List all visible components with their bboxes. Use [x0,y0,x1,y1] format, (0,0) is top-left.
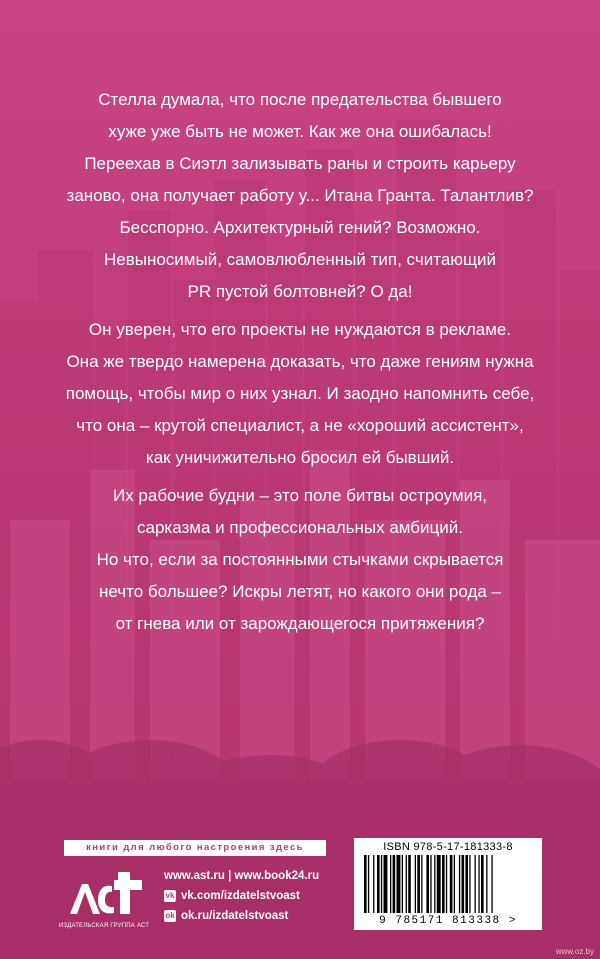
blurb-line: помощь, чтобы мир о них узнал. И заодно напомнить себе, [65,384,535,403]
blurb-line: сарказма и профессиональных амбиций. [137,518,463,537]
ast-logo-icon [64,862,152,926]
blurb-line: PR пустой болтовней? О да! [187,282,413,301]
blurb-paragraph-2 [40,314,560,474]
barcode-bar [491,855,492,913]
barcode-bar [393,855,396,913]
barcode-bar [442,855,445,913]
isbn-barcode-box [354,838,542,930]
blurb-paragraph-3 [40,480,560,640]
barcode-bar [408,855,411,913]
blurb-line: от гнева или от зарождающегося притяжения? [115,614,485,633]
barcode-bar [421,855,422,913]
blurb-line: Он уверен, что его проекты не нуждаются в рекламе. [88,320,512,339]
barcode-bar [437,855,441,913]
barcode-bar [465,855,468,913]
ok-icon: ok [165,911,175,920]
blurb-line: как уничижительно бросил ей бывший. [145,448,455,467]
barcode-bar [478,855,479,913]
barcode-bar [430,855,431,913]
blurb-line: Бесспорно. Архитектурный гений? Возможно. [119,218,481,237]
barcode-bar [462,855,465,913]
barcode-digits: 9 785171 813338 > [379,915,517,927]
barcode-bar [417,855,420,913]
websites-link[interactable]: www.ast.ru | www.book24.ru [164,870,320,882]
barcode-icon [362,855,534,915]
barcode-bar [475,855,476,913]
barcode-bar [450,855,453,913]
blurb-line: Она же твердо намерена доказать, что даже гениям нужна [66,352,534,371]
barcode-bar [426,855,429,913]
vk-link[interactable]: vk.com/izdatelstvoast [181,890,300,902]
barcode-bar [446,855,447,913]
blurb-paragraph-1 [40,84,560,308]
barcode-bar [368,855,369,913]
barcode-bar [384,855,388,913]
isbn-label: ISBN 978-5-17-181333-8 [383,841,513,853]
publisher-tagline: книги для любого настроения здесь [64,840,326,856]
watermark: www.oz.by [555,947,594,956]
blurb-line: нечто большее? Искры летят, но какого они рода – [99,582,501,601]
blurb-line: Но что, если за постоянными стычками скрывается [96,550,504,569]
publisher-caption: ИЗДАТЕЛЬСКАЯ ГРУППА АСТ [58,923,150,929]
barcode-bar [373,855,374,913]
blurb-line: что она – крутой специалист, а не «хороший ассистент», [76,416,524,435]
barcode-bar [402,855,403,913]
barcode-bar [415,855,416,913]
ok-link[interactable]: ok.ru/izdatelstvoast [181,910,289,922]
blurb-line: Переехав в Сиэтл зализывать раны и строить карьеру [84,154,516,173]
blurb-line: Их рабочие будни – это поле битвы остроумия, [112,486,488,505]
barcode-bar [481,855,484,913]
publisher-links [164,866,319,926]
barcode-bar [459,855,460,913]
blurb-line: заново, она получает работу у... Итана Гранта. Талантлив? [66,186,534,205]
barcode-bar [406,855,407,913]
blurb-line: хуже уже быть не может. Как же она ошибалась! [108,122,492,141]
barcode-bar [364,855,367,913]
barcode-bar [469,855,470,913]
barcode-bar [390,855,391,913]
barcode-bar [377,855,380,913]
barcode-bar [381,855,382,913]
barcode-bar [434,855,435,913]
barcode-bar [454,855,455,913]
blurb-line: Невыносимый, самовлюбленный тип, считающий [103,250,496,269]
blurb-line: Стелла думала, что после предательства бывшего [98,90,502,109]
barcode-bar [486,855,487,913]
barcode-bar [397,855,401,913]
vk-icon: vk [165,891,175,900]
